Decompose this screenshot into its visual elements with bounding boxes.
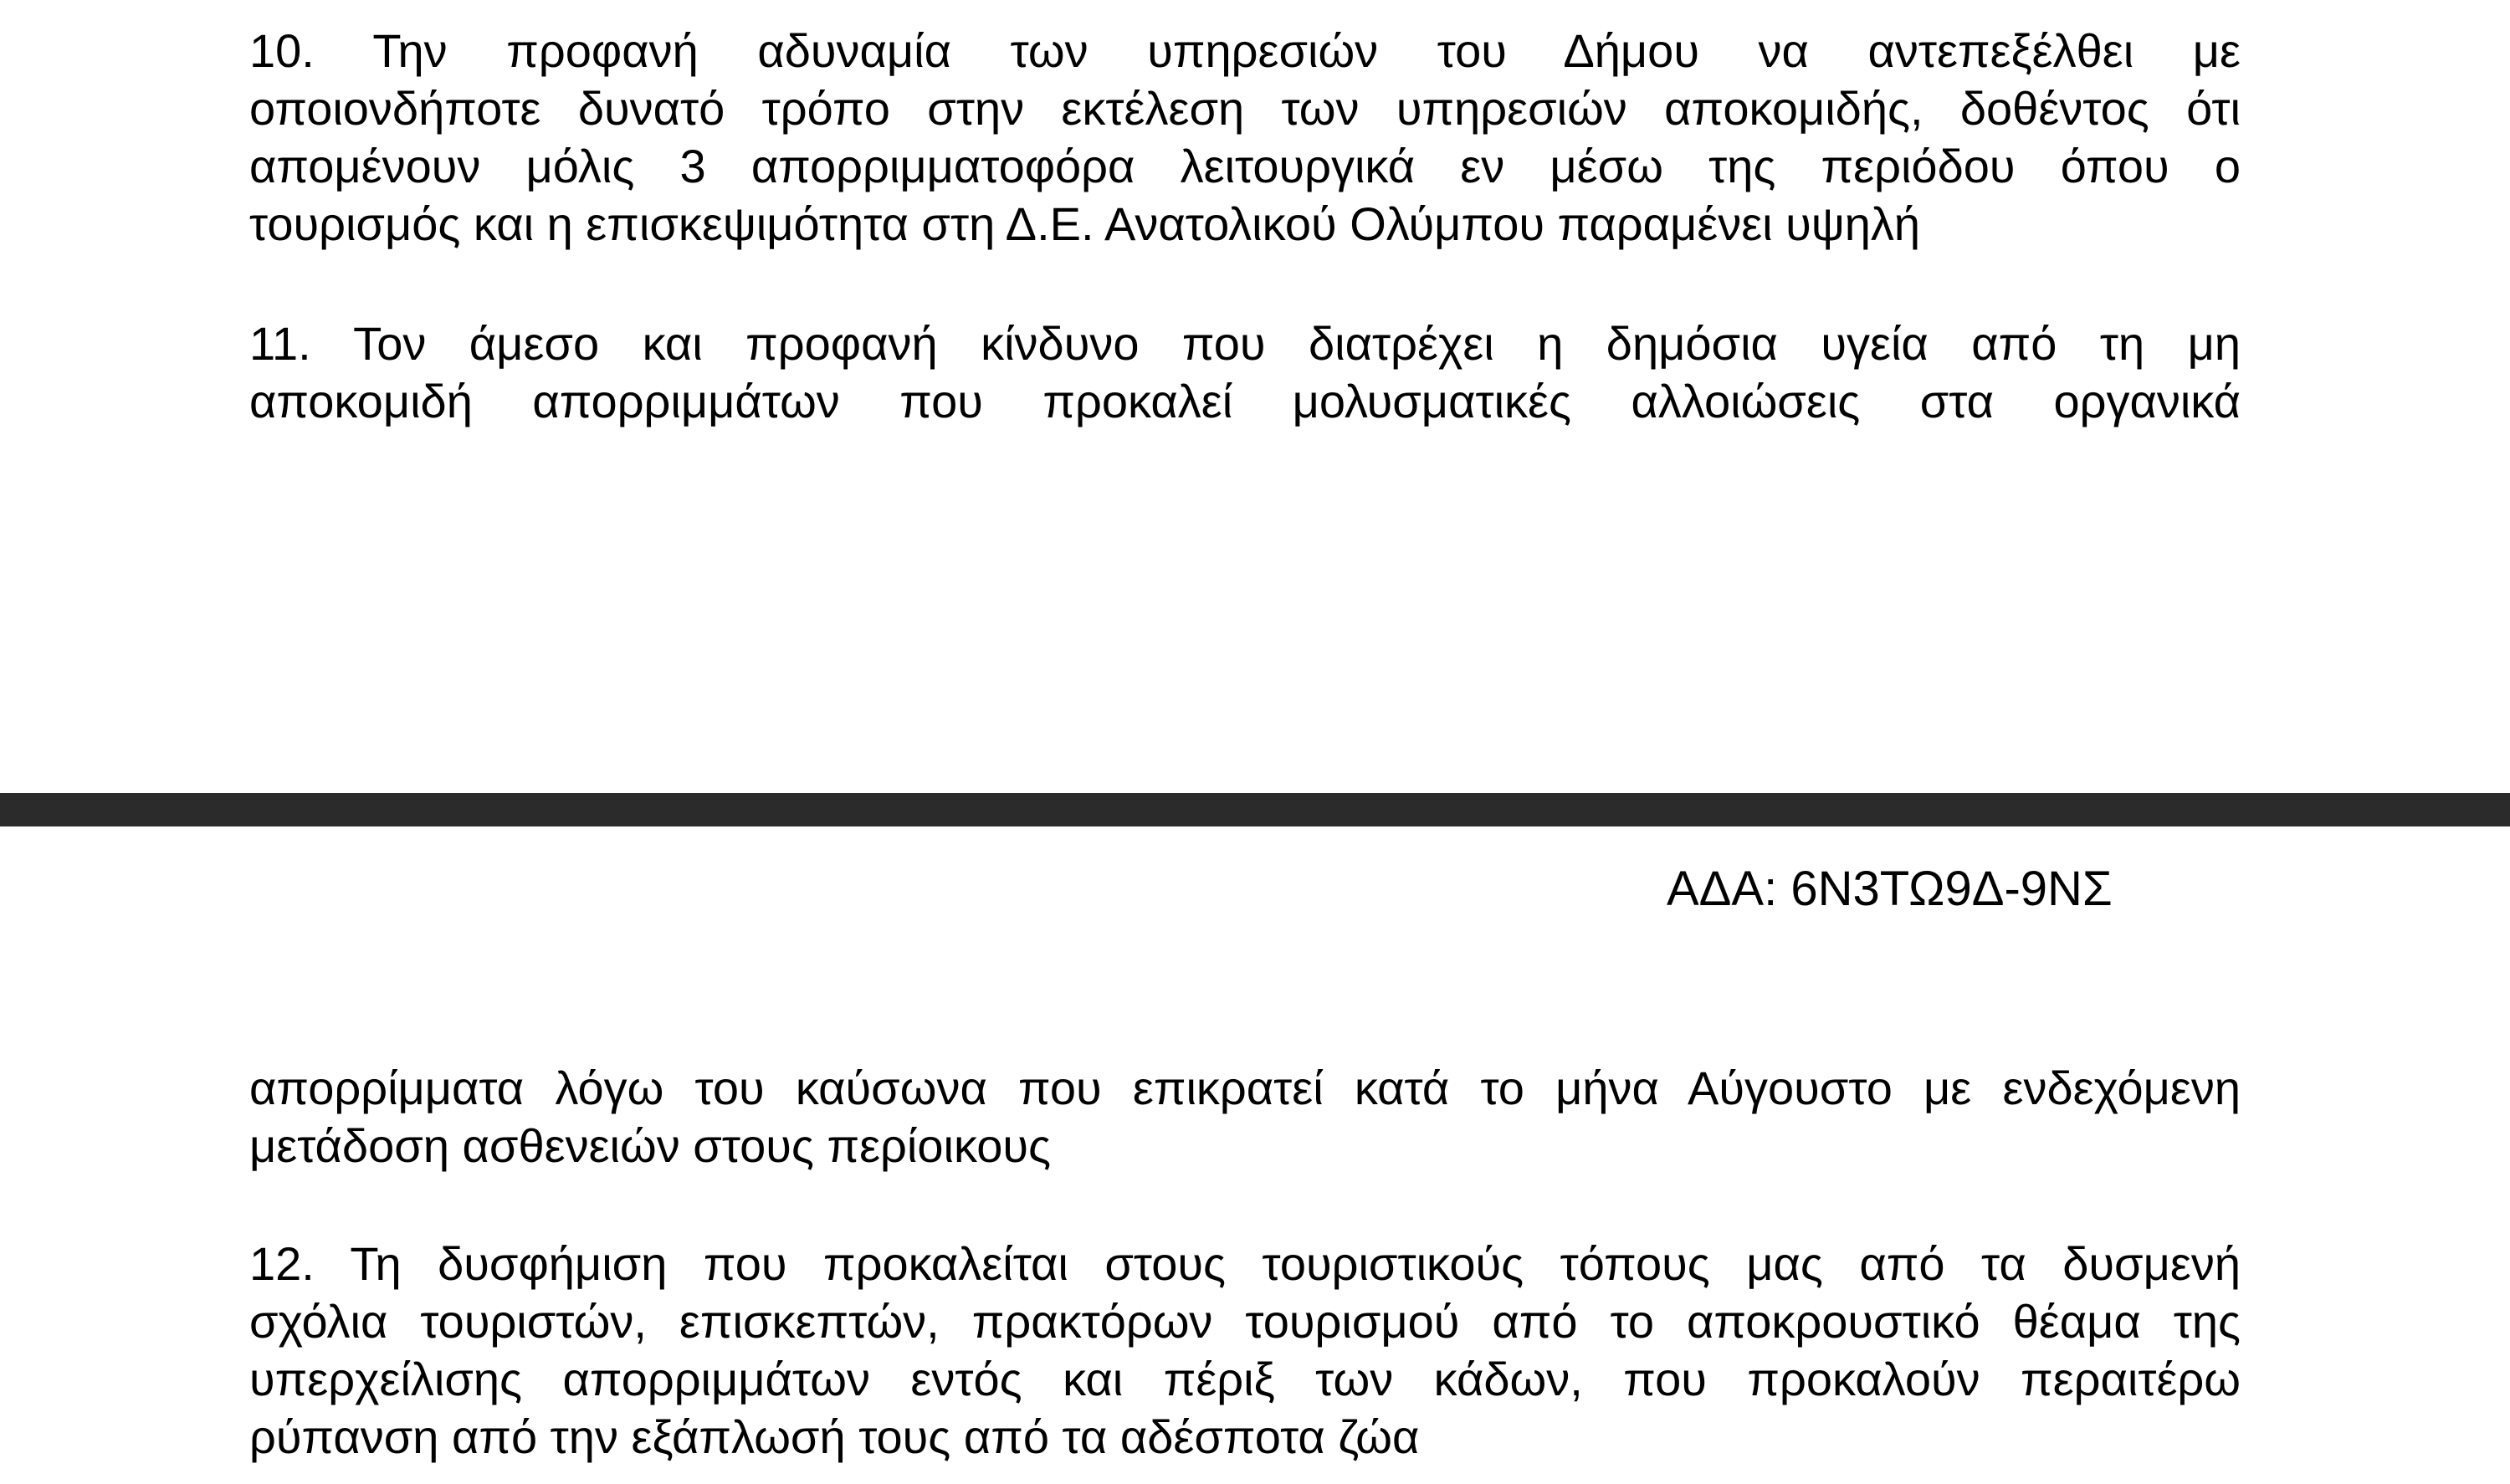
text-line: απομένουν μόλις 3 απορριμματοφόρα λειτουργικά εν μέσω της περιόδου όπου ο: [249, 140, 2241, 192]
paragraph-11-continued: [249, 1059, 2241, 1174]
page-separator: [0, 793, 2510, 826]
ada-identifier: ΑΔΑ: 6Ν3ΤΩ9Δ-9ΝΣ: [1667, 862, 2113, 916]
text-line: σχόλια τουριστών, επισκεπτών, πρακτόρων τουρισμού από το αποκρουστικό θέαμα της: [249, 1295, 2241, 1348]
text-line: τουρισμός και η επισκεψιμότητα στη Δ.Ε. Ανατολικού Ολύμπου παραμένει υψηλή: [249, 197, 1920, 250]
paragraph-10: [249, 22, 2241, 253]
paragraph-11: [249, 315, 2241, 430]
text-line: υπερχείλισης απορριμμάτων εντός και πέριξ των κάδων, που προκαλούν περαιτέρω: [249, 1353, 2241, 1405]
text-line: 10. Την προφανή αδυναμία των υπηρεσιών του Δήμου να αντεπεξέλθει με: [249, 24, 2241, 77]
text-line: 11. Τον άμεσο και προφανή κίνδυνο που διατρέχει η δημόσια υγεία από τη μη: [249, 317, 2241, 370]
text-line: 12. Τη δυσφήμιση που προκαλείται στους τουριστικούς τόπους μας από τα δυσμενή: [249, 1237, 2241, 1290]
text-line: απορρίμματα λόγω του καύσωνα που επικρατεί κατά το μήνα Αύγουστο με ενδεχόμενη: [249, 1062, 2241, 1114]
text-line: οποιονδήποτε δυνατό τρόπο στην εκτέλεση των υπηρεσιών αποκομιδής, δοθέντος ότι: [249, 82, 2241, 135]
document-page-bottom: [0, 826, 2510, 1484]
text-line: αποκομιδή απορριμμάτων που προκαλεί μολυσματικές αλλοιώσεις στα οργανικά: [249, 375, 2241, 427]
paragraph-12: [249, 1235, 2241, 1466]
text-line: ρύπανση από την εξάπλωσή τους από τα αδέσποτα ζώα: [249, 1410, 1420, 1463]
text-line: μετάδοση ασθενειών στους περίοικους: [249, 1119, 1052, 1172]
